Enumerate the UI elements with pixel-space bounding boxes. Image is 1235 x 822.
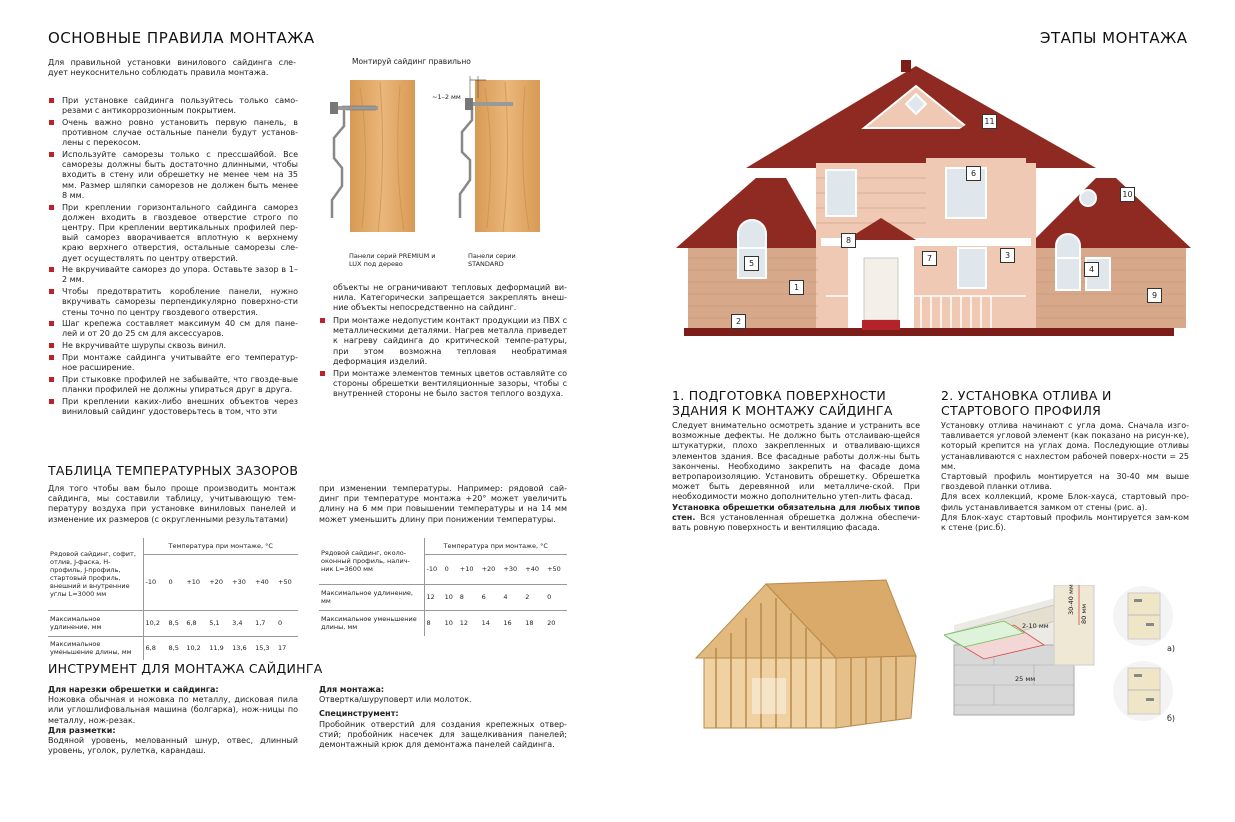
page-title-rules: ОСНОВНЫЕ ПРАВИЛА МОНТАЖА	[48, 29, 315, 47]
table-cell: 15,3	[255, 644, 270, 653]
tools-mark: Водяной уровень, мелованный шнур, отвес, длинный уровень, уголок, рулетка, карандаш.	[48, 736, 298, 756]
house-callout: 4	[1084, 262, 1099, 277]
caption-premium: Панели серий PREMIUM и LUX под дерево	[349, 252, 436, 268]
house-callout: 3	[1000, 248, 1015, 263]
rule-item: Шаг крепежа составляет максимум 40 см для пане-лей и от 20 до 25 см для аксессуаров.	[48, 319, 298, 339]
table-cell: 18	[525, 619, 534, 628]
house-callout: 5	[744, 256, 759, 271]
table-temp: -10	[426, 565, 438, 573]
house-callout: 8	[841, 233, 856, 248]
table-intro-1: Для того чтобы вам было проще производить монтаж сайдинга, мы составили таблицу, учитывающую тем-пературу воздуха при установке виниловых панелей и изменение их размеров (с округленными результатами)	[48, 484, 296, 524]
step2-text: Установку отлива начинают с угла дома. Сначала изго-тавливается угловой элемент (как показано на рисун-ке), который крепится на углах дома. Последующие отливы устанавливаются с нахлестом рабочей поверх-ности = 25 мм.	[941, 421, 1189, 471]
table-temp: +40	[525, 565, 539, 573]
table-temp: +10	[186, 578, 201, 586]
dim-label: 2-10 мм	[1022, 622, 1049, 630]
table-cell: 10,2	[145, 619, 160, 627]
table-temp: 0	[168, 578, 173, 586]
rule-item: При монтаже недопустим контакт продукции из ПВХ с металлическими деталями. Нагрев металла приведет к нагреву сайдинга до критической темпе-ратуры, при этом возможна тепловая необратимая деформация изделий.	[319, 316, 567, 367]
table-cell: 10,2	[186, 644, 201, 653]
table-row-label: Максимальное уменьшение длины, мм	[319, 610, 424, 636]
step1-text2: Вся установленная обрешетка должна обеспечи-вать ровную поверхность и вентиляцию фасада.	[672, 512, 920, 533]
table-cell: 16	[503, 619, 512, 628]
table-cell: 12	[459, 619, 469, 628]
step1-bold: Установка обрешетки обязательна для любых типов стен.	[672, 502, 920, 522]
table-cell: 6,8	[145, 644, 156, 653]
table-intro-2: при изменении температуры. Например: рядовой сай-динг при температуре монтажа +20° может увеличить длину на 6 мм при повышении температуры и на 14 мм может уменьшить длину при понижении температуры.	[319, 484, 567, 524]
table-product: Рядовой сайдинг, около-оконный профиль, налич-ник L=3600 мм	[319, 538, 424, 584]
gap-label: ~1–2 мм	[432, 93, 461, 101]
rule-item: При креплении горизонтального сайдинга саморез должен входить в гвоздевое отверстие строго по центру. При креплении вертикальных профилей пер-вый саморез вворачивается вплотную к верхнему краю верхнего отверстия, остальные саморезы сле-дует осуществлять по центру отверстий.	[48, 203, 298, 264]
table-temp: +50	[278, 578, 292, 586]
step2-text2: Стартовый профиль монтируется на 30-40 мм выше гвоздевой планки отлива.	[941, 472, 1189, 492]
rule-item: Не вкручивайте саморез до упора. Оставьте зазор в 1–2 мм.	[48, 265, 298, 285]
table-temp: 0	[444, 565, 449, 573]
rule-item: При монтаже элементов темных цветов оставляйте со стороны обрешетки вентиляционные зазоры, чтобы с внутренней стороны не было застоя теплого воздуха.	[319, 369, 567, 400]
rule-item: При установке сайдинга пользуйтесь только само-резами с антикоррозионным покрытием.	[48, 96, 298, 116]
table-cell: 8,5	[168, 619, 179, 627]
step1-body	[672, 421, 920, 533]
table-temp: +50	[547, 565, 561, 573]
caption-standard: Панели серии STANDARD	[468, 252, 516, 268]
table-temp: +30	[232, 578, 246, 586]
house-callout: 11	[982, 114, 997, 129]
tools-special-label: Специнструмент:	[319, 709, 399, 719]
temperature-table-1	[48, 538, 298, 660]
rule-item: При монтаже сайдинга учитывайте его температур-ное расширение.	[48, 353, 298, 373]
dim-label: 80 мм	[1080, 603, 1088, 624]
table-cell: 8	[426, 619, 431, 628]
house-illustration	[676, 58, 1196, 348]
rules-list-2	[319, 316, 567, 401]
table-cell: 3,4	[232, 619, 243, 627]
table-cell: 2	[525, 593, 530, 601]
table-temp-header: Температура при монтаже, °С	[143, 538, 298, 554]
table-temp: +30	[503, 565, 518, 573]
step2-title: 2. УСТАНОВКА ОТЛИВА И СТАРТОВОГО ПРОФИЛЯ	[941, 388, 1112, 418]
table-cell: 8	[459, 593, 464, 601]
step1-title: 1. ПОДГОТОВКА ПОВЕРХНОСТИ ЗДАНИЯ К МОНТАЖУ САЙДИНГА	[672, 388, 893, 418]
inset-b-label: б)	[1167, 714, 1176, 723]
table-cell: 6,8	[186, 619, 197, 627]
table-cell: 17	[278, 644, 287, 653]
table-row-label: Максимальное уменьшение длины, мм	[48, 636, 143, 660]
table-temp: +20	[481, 565, 496, 573]
table-title: ТАБЛИЦА ТЕМПЕРАТУРНЫХ ЗАЗОРОВ	[48, 463, 299, 478]
rule-item: Чтобы предотвратить коробление панели, нужно вкручивать саморезы перпендикулярно поверхно-сти стены точно по центру гвоздевого отверстия.	[48, 287, 298, 318]
tools-cut: Ножовка обычная и ножовка по металлу, дисковая пила или углошлифовальная машина (болгарка), нож-ницы по металлу, нож-резак.	[48, 695, 298, 725]
frame-house-illustration	[686, 578, 926, 738]
house-callout: 6	[966, 166, 981, 181]
table-cell: 0	[547, 593, 552, 601]
step2-text3: Для всех коллекций, кроме Блок-хауса, стартовый про-филь устанавливается замком от стены (рис. а).	[941, 492, 1189, 512]
inset-a-illustration	[1112, 585, 1174, 647]
table-cell: 11,9	[209, 644, 224, 653]
table-temp: -10	[145, 578, 157, 586]
rule-item: При стыковке профилей не забывайте, что гвоздe-вые планки профилей не должны упираться друг в друга.	[48, 375, 298, 395]
table-cell: 1,7	[255, 619, 266, 627]
rules-continued: объекты не ограничивают тепловых деформаций ви-нила. Категорически запрещается закреплять внеш-ние объекты непосредственно на сайдинг.	[333, 283, 567, 313]
table-cell: 8,5	[168, 644, 179, 653]
tools-left-column	[48, 685, 298, 756]
table-product: Рядовой сайдинг, софит, отлив, J-фаска, H-профиль, J-профиль, стартовый профиль, внешний и внутренние углы L=3000 мм	[48, 538, 143, 610]
table-cell: 6	[481, 593, 486, 601]
figure-title: Монтируй сайдинг правильно	[352, 57, 471, 66]
dim-label: 30-40 мм	[1067, 584, 1075, 615]
table-temp: +10	[459, 565, 474, 573]
rule-item: Не вкручивайте шурупы сквозь винил.	[48, 341, 298, 351]
tools-right-column	[319, 685, 567, 750]
tools-special: Пробойник отверстий для создания крепежных отвер-стий; пробойник насечек для защелкивания панелей; демонтажный крюк для демонтажа панелей сайдинга.	[319, 719, 567, 750]
table-cell: 20	[547, 619, 556, 628]
house-callout: 10	[1120, 187, 1135, 202]
tools-mark-label: Для разметки:	[48, 725, 116, 735]
tools-title: ИНСТРУМЕНТ ДЛЯ МОНТАЖА САЙДИНГА	[48, 661, 323, 676]
tools-mount: Отвертка/шуруповерт или молоток.	[319, 695, 472, 705]
table-cell: 14	[481, 619, 490, 628]
inset-b-illustration	[1112, 660, 1174, 722]
table-row-label: Максимальное удлинение, мм	[319, 584, 424, 610]
table-temp: +20	[209, 578, 223, 586]
page-title-stages: ЭТАПЫ МОНТАЖА	[1040, 29, 1188, 47]
step1-text: Следует внимательно осмотреть здание и устранить все возможные дефекты. Не должно быть отслаиваю-щейся штукатурки, плохо закрепленных и отваливаю-щихся элементов здания. Все фасадные работы долж-ны быть закончены. Необходимо закрепить на фасаде дома ветропароизоляцию. Установить обрешетку. Обрешетка может быть деревянной или металличе-ской. При необходимости можно дополнительно утеп-лить фасад.	[672, 421, 920, 502]
table-temp-header: Температура при монтаже, °С	[424, 538, 567, 554]
table-cell: 5,1	[209, 619, 220, 627]
step2-text4: Для Блок-хаус стартовый профиль монтируется зам-ком к стене (рис.б).	[941, 512, 1189, 533]
table-cell: 0	[278, 619, 283, 627]
house-callout: 2	[731, 314, 746, 329]
rule-item: Очень важно ровно установить первую панель, в противном случае остальные панели будут установ-лены с перекосом.	[48, 118, 298, 149]
step2-body	[941, 421, 1189, 533]
inset-a-label: а)	[1167, 644, 1176, 653]
rule-item: При креплении каких-либо внешних объектов через виниловый сайдинг удостоверьтесь в том, что эти	[48, 397, 298, 417]
temperature-table-2	[319, 538, 567, 636]
rule-item: Используйте саморезы только с прессшайбой. Все саморезы должны быть достаточно длинными, чтобы входить в стену или обрешетку не менее чем на 35 мм. Размер шляпки саморезов не должен быть менее 8 мм.	[48, 150, 298, 201]
rules-list	[48, 96, 298, 419]
table-cell: 4	[503, 593, 508, 601]
tools-mount-label: Для монтажа:	[319, 685, 385, 694]
house-callout: 7	[922, 251, 937, 266]
tools-cut-label: Для нарезки обрешетки и сайдинга:	[48, 685, 219, 694]
dim-label: 25 мм	[1015, 675, 1036, 683]
table-cell: 12	[426, 593, 435, 601]
house-callout: 1	[789, 280, 804, 295]
table-temp: +40	[255, 578, 269, 586]
table-cell: 10	[444, 593, 453, 601]
table-cell: 13,6	[232, 644, 247, 653]
house-callout: 9	[1147, 288, 1162, 303]
table-row-label: Максимальное удлинение, мм	[48, 610, 143, 636]
rules-intro: Для правильной установки винилового сайдинга сле-дует неукоснительно соблюдать правила монтажа.	[48, 58, 296, 78]
table-cell: 10	[444, 619, 453, 628]
